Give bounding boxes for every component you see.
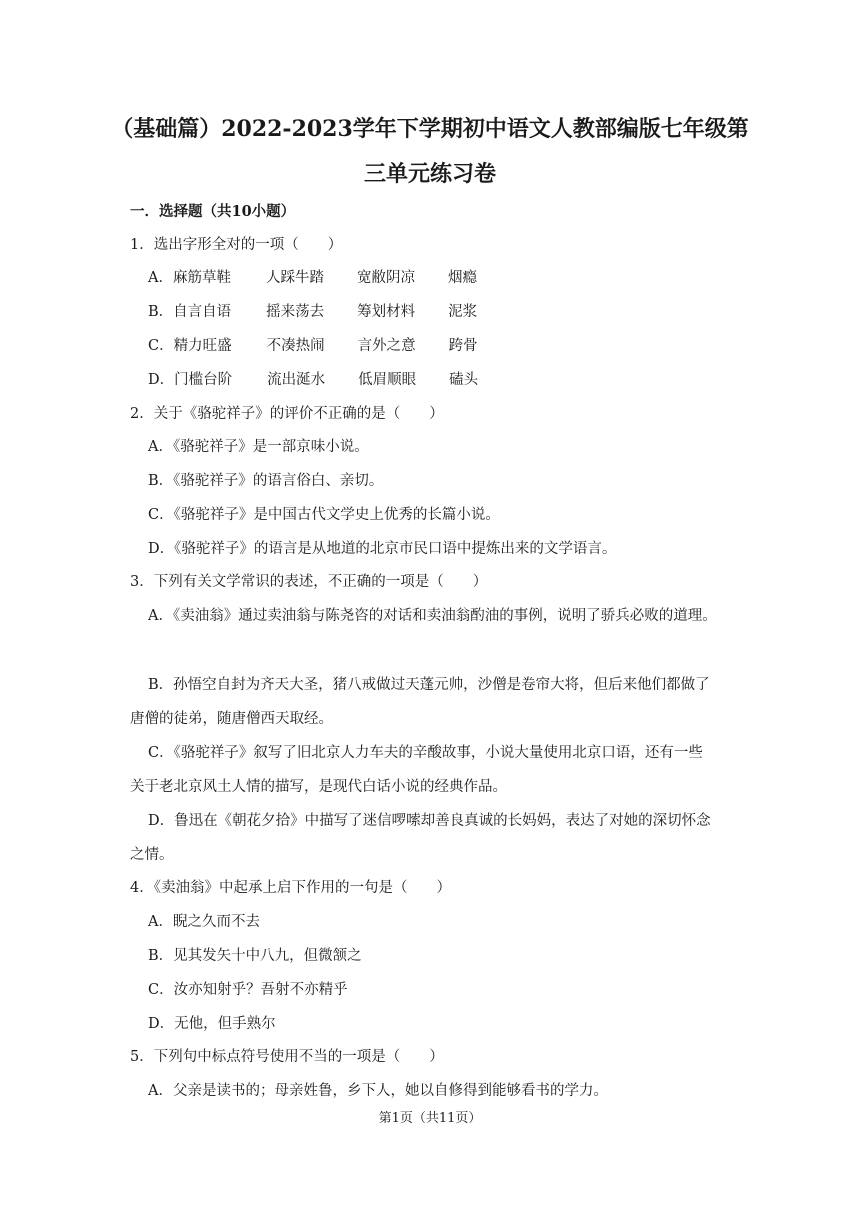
question-4-stem: 4．《卖油翁》中起承上启下作用的一句是（ ）	[130, 880, 451, 896]
option-item: 言外之意	[357, 338, 416, 354]
question-4-option-c: C．汝亦知射乎？吾射不亦精乎	[148, 982, 348, 998]
option-item: 低眉顺眼	[358, 372, 417, 388]
option-item: 麻筋草鞋	[172, 270, 231, 286]
option-item: 磕头	[449, 372, 479, 388]
question-3-option-d: D．鲁迅在《朝花夕拾》中描写了迷信啰嗦却善良真诚的长妈妈，表达了对她的深切怀念	[148, 813, 711, 829]
option-item: 流出涎水	[267, 372, 326, 388]
option-letter: C．	[148, 338, 174, 354]
option-item: 筹划材料	[357, 304, 416, 320]
option-item: 自言自语	[173, 304, 232, 320]
option-letter: A．	[148, 270, 173, 286]
question-4-option-b: B．见其发矢十中八九，但微颔之	[148, 948, 362, 964]
question-1-option-d	[148, 370, 478, 390]
option-item: 精力旺盛	[173, 338, 232, 354]
section-heading: 一．选择题（共10小题）	[130, 203, 296, 220]
question-3-option-d-continued: 之情。	[130, 847, 174, 863]
option-item: 摇来荡去	[266, 304, 325, 320]
question-3-stem: 3．下列有关文学常识的表述，不正确的一项是（ ）	[130, 574, 488, 590]
page-footer: 第1页（共11页）	[378, 1111, 482, 1126]
option-item: 不凑热闹	[266, 338, 325, 354]
question-1-option-b	[148, 302, 477, 322]
question-2-option-c: C．《骆驼祥子》是中国古代文学史上优秀的长篇小说。	[148, 507, 500, 523]
question-4-option-d: D．无他，但手熟尔	[148, 1016, 276, 1032]
question-1-option-c	[148, 336, 478, 356]
option-letter: D．	[148, 372, 175, 388]
question-3-option-a: A．《卖油翁》通过卖油翁与陈尧咨的对话和卖油翁酌油的事例，说明了骄兵必败的道理。	[148, 608, 717, 624]
exam-title-line2: 三单元练习卷	[363, 161, 496, 187]
option-letter: B．	[148, 304, 174, 320]
question-1-option-a	[148, 268, 477, 288]
option-item: 泥浆	[448, 304, 478, 320]
question-2-option-b: B．《骆驼祥子》的语言俗白、亲切。	[148, 473, 384, 489]
question-4-option-a: A．睨之久而不去	[148, 914, 260, 930]
exam-title-line1: （基础篇）2022-2023学年下学期初中语文人教部编版七年级第	[111, 116, 749, 142]
question-2-option-d: D．《骆驼祥子》的语言是从地道的北京市民口语中提炼出来的文学语言。	[148, 541, 617, 557]
question-5-stem: 5．下列句中标点符号使用不当的一项是（ ）	[130, 1049, 444, 1065]
question-3-option-c: C．《骆驼祥子》叙写了旧北京人力车夫的辛酸故事，小说大量使用北京口语，还有一些	[148, 745, 703, 761]
question-3-option-b-continued: 唐僧的徒弟，随唐僧西天取经。	[130, 711, 333, 727]
question-2-option-a: A．《骆驼祥子》是一部京味小说。	[148, 439, 369, 455]
option-item: 宽敝阴凉	[356, 270, 415, 286]
question-1-stem: 1．选出字形全对的一项（ ）	[130, 237, 343, 253]
option-item: 跨骨	[448, 338, 478, 354]
question-2-stem: 2．关于《骆驼祥子》的评价不正确的是（ ）	[130, 406, 444, 422]
question-5-option-a: A．父亲是读书的；母亲姓鲁，乡下人，她以自修得到能够看书的学力。	[148, 1083, 608, 1099]
question-3-option-b: B．孙悟空自封为齐天大圣，猪八戒做过天蓬元帅，沙僧是卷帘大将，但后来他们都做了	[148, 677, 710, 693]
option-item: 人踩牛踏	[265, 270, 324, 286]
option-item: 门槛台阶	[174, 372, 233, 388]
option-item: 烟瘾	[447, 270, 477, 286]
question-3-option-c-continued: 关于老北京风土人情的描写，是现代白话小说的经典作品。	[130, 779, 507, 795]
